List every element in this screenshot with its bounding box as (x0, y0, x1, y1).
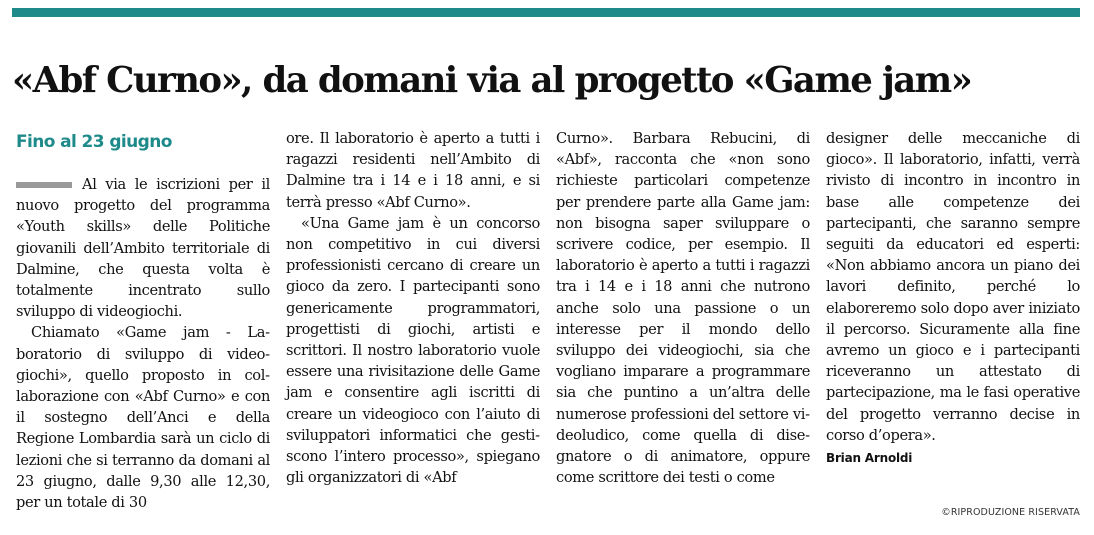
article-paragraph: Chiamato «Game jam - Laboratorio di sviluppo di videogiochi», quello proposto in collaborazione con «Abf Curno» e con il sostegno dell’Anci e della Regione Lombardia sarà un ciclo di lezioni che si terranno da domani al 23 giugno, dalle 9,30 alle 12,30, per un totale di 30 (16, 324, 270, 512)
copyright-notice: ©RIPRODUZIONE RISERVATA (941, 507, 1080, 518)
article-paragraph: ore. Il laboratorio è aperto a tutti i ragazzi residenti nell’Ambito di Dalmine tra i 14 e i 18 anni, e si terrà presso «Abf Curno». (286, 130, 540, 211)
article-paragraph: Curno». Barbara Rebucini, di «Abf», racconta che «non sono richieste particolari competenze per prendere parte alla Game jam: non bisogna saper sviluppare o scrivere codice, per esempio. Il laboratorio è aperto a tutti i ragazzi tra i 14 e i 18 anni che nutrono anche solo una passione o un interesse per il mondo dello sviluppo dei videogiochi, sia che vogliano imparare a programmare sia che puntino a un’altra delle numerose professioni del settore videoludico, come quella di disegnatore o di animatore, oppure come scrittore dei testi o come (556, 130, 810, 487)
paragraph-text: Al via le iscrizioni per il nuovo progetto del programma «Youth skills» delle Politiche giovanili dell’Ambito territoriale di Dalmine, che questa volta è totalmente incentrato sullo sviluppo di videogiochi. (16, 176, 270, 321)
article-column-3 (556, 128, 810, 508)
article-column-2 (286, 128, 540, 508)
article-paragraph: designer delle meccaniche di gioco». Il laboratorio, infatti, verrà rivisto di incontro in incontro in base alle competenze dei partecipanti, che saranno sempre seguiti da educatori ed esperti: «Non abbiamo ancora un piano dei lavori definito, perché lo elaboreremo solo dopo aver iniziato il percorso. Sicuramente alla fine avremo un gioco e i partecipanti riceveranno un attestato di partecipazione, ma le fasi operative del progetto verranno decise in corso d’opera». (826, 130, 1080, 444)
article-paragraph: «Una Game jam è un concorso non competitivo in cui diversi professionisti cercano di creare un gioco da zero. I partecipanti sono genericamente programmatori, progettisti di giochi, artisti e scrittori. Il nostro laboratorio vuole essere una rivisitazione delle Game jam e consentire agli iscritti di creare un videogioco con l’aiuto di sviluppatori informatici che gestiscono l’intero processo», spiegano gli organizzatori di «Abf (286, 214, 540, 487)
top-accent-bar (12, 8, 1080, 17)
article-column-1 (16, 128, 270, 512)
author-byline: Brian Arnoldi (826, 451, 913, 466)
kicker: Fino al 23 giugno (16, 132, 172, 152)
lead-bar (16, 182, 72, 188)
article-paragraph (16, 174, 270, 322)
article-column-4 (826, 128, 1080, 508)
headline: «Abf Curno», da domani via al progetto «Game jam» (12, 59, 972, 101)
